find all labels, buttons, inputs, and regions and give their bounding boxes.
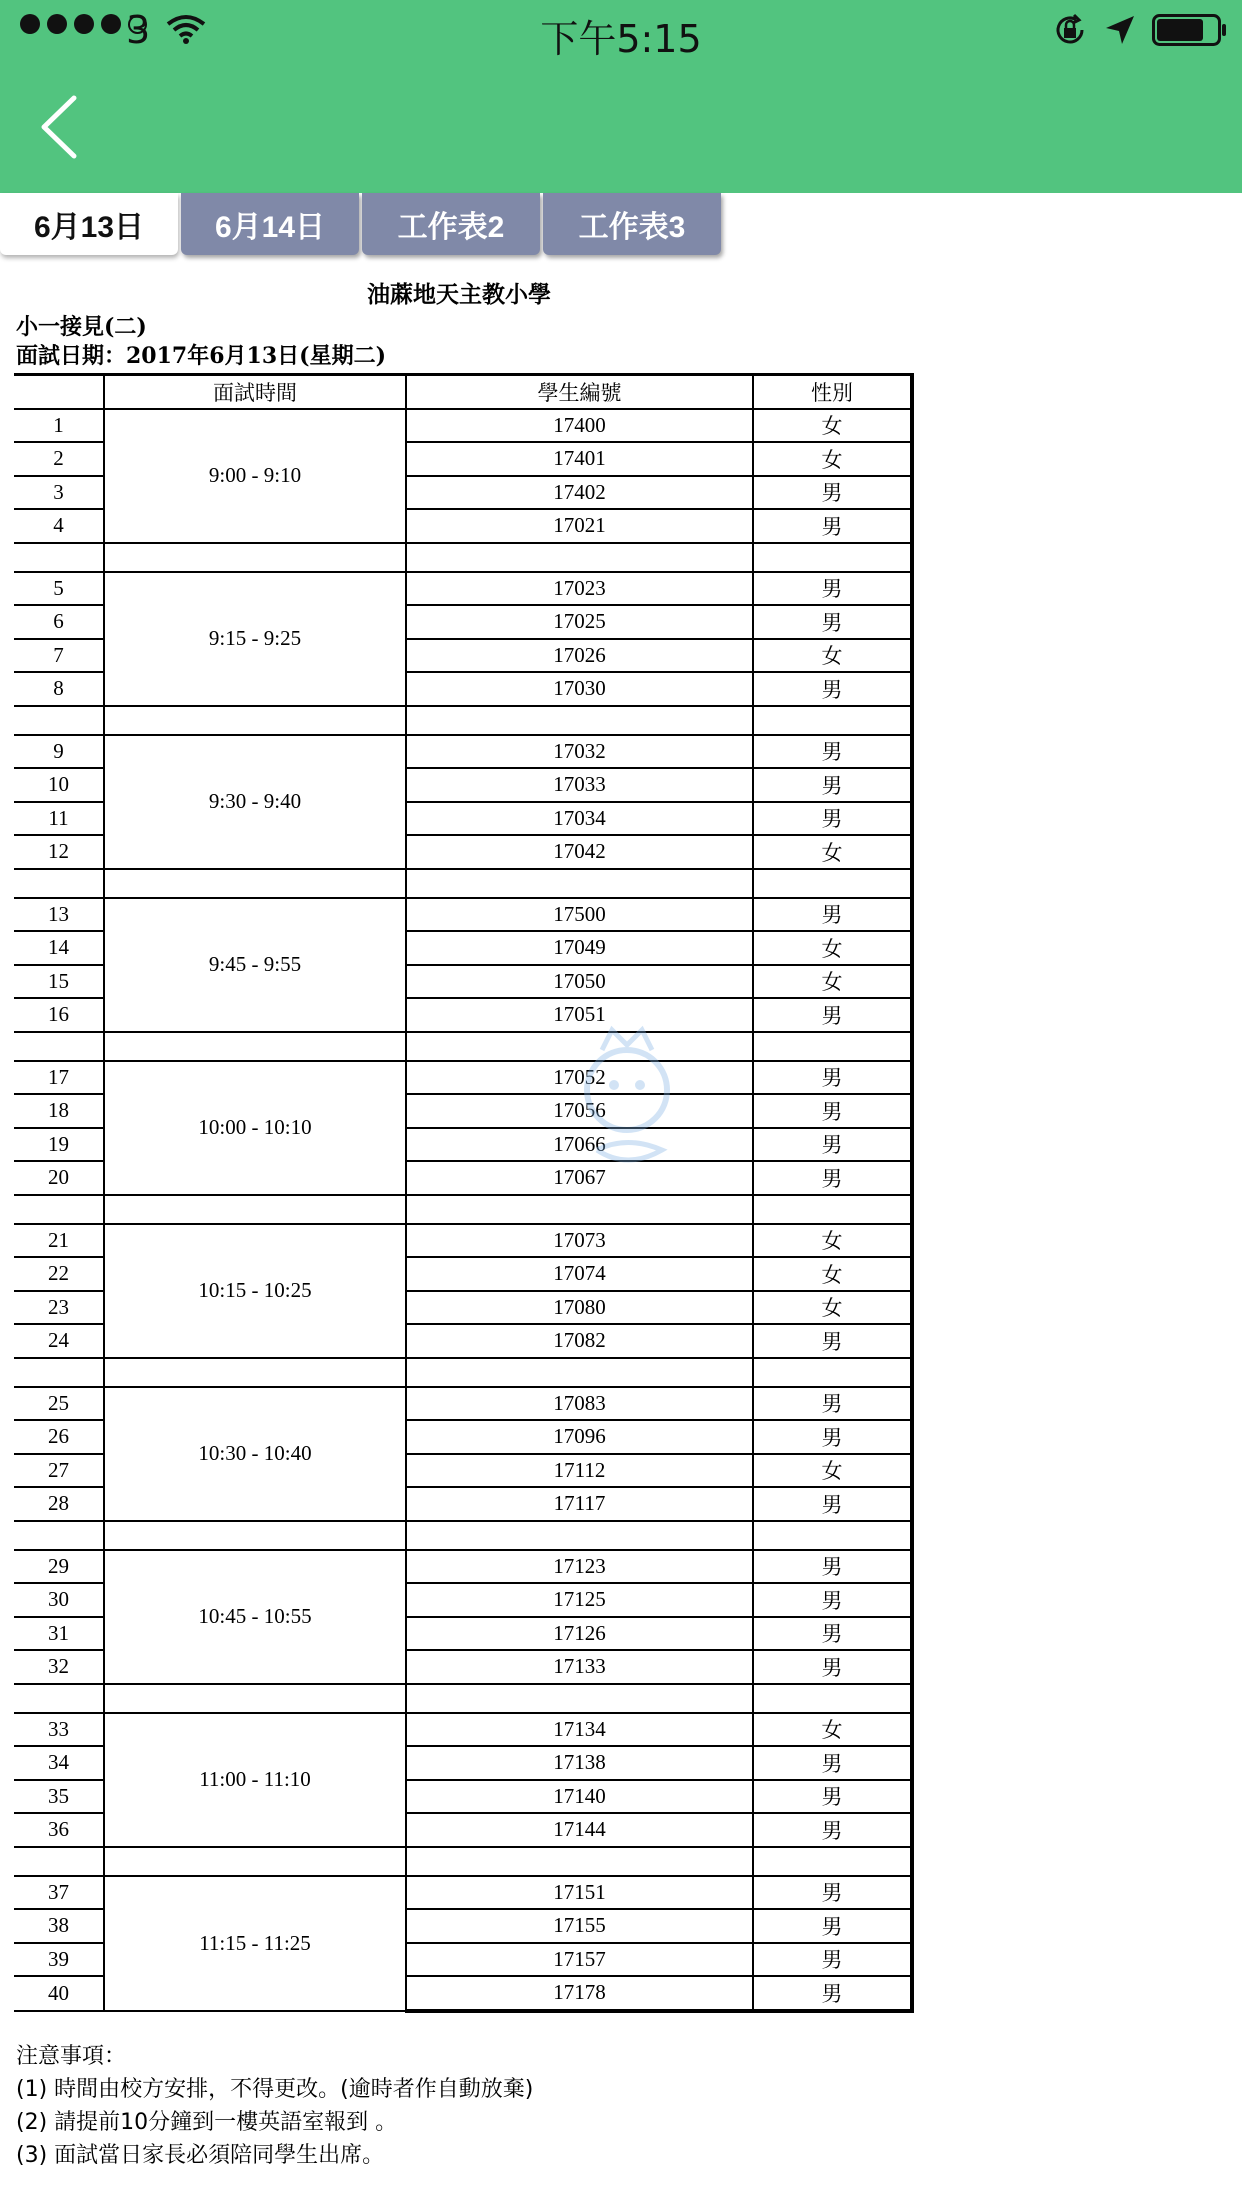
gender-cell: 男: [753, 1943, 912, 1977]
student-id-cell: 17049: [406, 931, 753, 965]
gender-cell: 男: [753, 1780, 912, 1814]
student-id-cell: 17400: [406, 409, 753, 443]
student-id-cell: 17151: [406, 1876, 753, 1910]
student-id-cell: 17126: [406, 1617, 753, 1651]
student-id-cell: 17157: [406, 1943, 753, 1977]
gender-cell: 男: [753, 1583, 912, 1617]
gender-cell: 男: [753, 1909, 912, 1943]
row-number: 16: [14, 998, 104, 1032]
student-id-cell: 17050: [406, 965, 753, 999]
student-id-cell: 17042: [406, 835, 753, 869]
gender-cell: 女: [753, 1291, 912, 1325]
student-id-cell: 17034: [406, 802, 753, 836]
spacer-cell: [753, 706, 912, 735]
row-number: 14: [14, 931, 104, 965]
row-number: 17: [14, 1061, 104, 1095]
row-number: 28: [14, 1487, 104, 1521]
spacer-cell: [14, 869, 104, 898]
spacer-cell: [406, 1521, 753, 1550]
gender-cell: 男: [753, 802, 912, 836]
interview-time-slot: 11:00 - 11:10: [104, 1713, 406, 1847]
row-number: 25: [14, 1387, 104, 1421]
watermark-logo-icon: [572, 1010, 682, 1185]
student-id-cell: 17056: [406, 1094, 753, 1128]
spacer-cell: [753, 1195, 912, 1224]
note-item: (2) 請提前10分鐘到一樓英語室報到 。: [16, 2110, 398, 2135]
spacer-cell: [406, 1684, 753, 1713]
gender-cell: 男: [753, 1550, 912, 1584]
gender-cell: 女: [753, 965, 912, 999]
row-number: 2: [14, 442, 104, 476]
spacer-cell: [104, 1521, 406, 1550]
spacer-cell: [753, 1847, 912, 1876]
spacer-cell: [753, 1521, 912, 1550]
gender-cell: 女: [753, 931, 912, 965]
table-row: [14, 409, 912, 443]
gender-cell: 男: [753, 1487, 912, 1521]
spacer-row: [14, 1358, 912, 1387]
row-number: 37: [14, 1876, 104, 1910]
header-number: [14, 375, 104, 409]
student-id-cell: 17051: [406, 998, 753, 1032]
spacer-row: [14, 1684, 912, 1713]
header-gender: 性別: [753, 375, 912, 409]
table-row: [14, 1550, 912, 1584]
student-id-cell: 17080: [406, 1291, 753, 1325]
spacer-row: [14, 543, 912, 572]
spacer-cell: [14, 1032, 104, 1061]
interview-time-slot: 10:30 - 10:40: [104, 1387, 406, 1521]
student-id-cell: 17082: [406, 1324, 753, 1358]
table-row: [14, 1061, 912, 1095]
gender-cell: 男: [753, 1976, 912, 2011]
table-row: [14, 1876, 912, 1910]
spacer-cell: [14, 1847, 104, 1876]
student-id-cell: 17123: [406, 1550, 753, 1584]
row-number: 32: [14, 1650, 104, 1684]
spacer-cell: [104, 1847, 406, 1876]
interview-date: 面試日期：2017年6月13日(星期二): [16, 343, 386, 369]
student-id-cell: 17067: [406, 1161, 753, 1195]
row-number: 18: [14, 1094, 104, 1128]
spacer-cell: [104, 869, 406, 898]
gender-cell: 男: [753, 1128, 912, 1162]
gender-cell: 男: [753, 1420, 912, 1454]
row-number: 5: [14, 572, 104, 606]
gender-cell: 男: [753, 898, 912, 932]
spacer-cell: [104, 706, 406, 735]
orientation-lock-icon: [1052, 12, 1088, 48]
gender-cell: 男: [753, 509, 912, 543]
row-number: 15: [14, 965, 104, 999]
student-id-cell: 17144: [406, 1813, 753, 1847]
note-item: (1) 時間由校方安排，不得更改。(逾時者作自動放棄): [16, 2077, 534, 2102]
gender-cell: 男: [753, 1617, 912, 1651]
spacer-cell: [406, 869, 753, 898]
row-number: 6: [14, 605, 104, 639]
student-id-cell: 17023: [406, 572, 753, 606]
row-number: 19: [14, 1128, 104, 1162]
spacer-cell: [104, 1684, 406, 1713]
row-number: 35: [14, 1780, 104, 1814]
gender-cell: 男: [753, 1387, 912, 1421]
student-id-cell: 17096: [406, 1420, 753, 1454]
interview-time-slot: 9:30 - 9:40: [104, 735, 406, 869]
student-id-cell: 17117: [406, 1487, 753, 1521]
gender-cell: 男: [753, 476, 912, 510]
row-number: 40: [14, 1976, 104, 2011]
row-number: 34: [14, 1746, 104, 1780]
row-number: 26: [14, 1420, 104, 1454]
notes-heading: 注意事項：: [16, 2044, 127, 2069]
table-row: [14, 898, 912, 932]
status-bar: [0, 0, 1242, 60]
row-number: 22: [14, 1257, 104, 1291]
gender-cell: 男: [753, 605, 912, 639]
spacer-cell: [753, 1032, 912, 1061]
table-row: [14, 1224, 912, 1258]
location-arrow-icon: [1104, 14, 1136, 46]
back-chevron-icon[interactable]: [36, 92, 84, 162]
spacer-cell: [14, 1358, 104, 1387]
spacer-cell: [14, 1684, 104, 1713]
gender-cell: 女: [753, 639, 912, 673]
row-number: 39: [14, 1943, 104, 1977]
carrier-label: 3: [126, 8, 151, 52]
table-header-row: [14, 375, 912, 409]
header-time: 面試時間: [104, 375, 406, 409]
row-number: 23: [14, 1291, 104, 1325]
row-number: 21: [14, 1224, 104, 1258]
spacer-cell: [104, 1032, 406, 1061]
spacer-cell: [753, 1358, 912, 1387]
status-time: 下午5:15: [540, 17, 702, 61]
row-number: 29: [14, 1550, 104, 1584]
spacer-cell: [406, 1358, 753, 1387]
interview-time-slot: 9:45 - 9:55: [104, 898, 406, 1032]
table-row: [14, 1713, 912, 1747]
school-title: 油蔴地天主教小學: [367, 282, 551, 308]
gender-cell: 男: [753, 768, 912, 802]
row-number: 11: [14, 802, 104, 836]
spacer-row: [14, 706, 912, 735]
interview-time-slot: 9:00 - 9:10: [104, 409, 406, 543]
student-id-cell: 17025: [406, 605, 753, 639]
student-id-cell: 17030: [406, 672, 753, 706]
row-number: 31: [14, 1617, 104, 1651]
row-number: 8: [14, 672, 104, 706]
tab-sheet-2[interactable]: 工作表2: [362, 193, 540, 255]
spacer-cell: [753, 1684, 912, 1713]
gender-cell: 女: [753, 1224, 912, 1258]
spacer-row: [14, 1521, 912, 1550]
spacer-cell: [406, 706, 753, 735]
row-number: 20: [14, 1161, 104, 1195]
gender-cell: 男: [753, 998, 912, 1032]
row-number: 9: [14, 735, 104, 769]
gender-cell: 男: [753, 1161, 912, 1195]
interview-time-slot: 10:15 - 10:25: [104, 1224, 406, 1358]
interview-time-slot: 11:15 - 11:25: [104, 1876, 406, 2011]
student-id-cell: 17178: [406, 1976, 753, 2011]
battery-icon: [1152, 14, 1228, 46]
row-number: 12: [14, 835, 104, 869]
student-id-cell: 17401: [406, 442, 753, 476]
student-id-cell: 17155: [406, 1909, 753, 1943]
gender-cell: 男: [753, 672, 912, 706]
sheet-tabs: [0, 193, 724, 259]
row-number: 3: [14, 476, 104, 510]
student-id-cell: 17500: [406, 898, 753, 932]
interview-subtitle: 小一接見(二): [16, 314, 147, 340]
student-id-cell: 17073: [406, 1224, 753, 1258]
schedule-body: [14, 409, 912, 2011]
student-id-cell: 17026: [406, 639, 753, 673]
schedule-table: [14, 373, 914, 2013]
gender-cell: 男: [753, 1650, 912, 1684]
spacer-cell: [753, 543, 912, 572]
gender-cell: 女: [753, 1454, 912, 1488]
spacer-row: [14, 1195, 912, 1224]
student-id-cell: 17074: [406, 1257, 753, 1291]
student-id-cell: 17112: [406, 1454, 753, 1488]
student-id-cell: 17125: [406, 1583, 753, 1617]
row-number: 33: [14, 1713, 104, 1747]
notes-section: [16, 2040, 533, 2172]
spacer-cell: [14, 1195, 104, 1224]
tab-sheet-3[interactable]: 工作表3: [543, 193, 721, 255]
row-number: 13: [14, 898, 104, 932]
note-item: (3) 面試當日家長必須陪同學生出席。: [16, 2143, 385, 2168]
gender-cell: 男: [753, 735, 912, 769]
spacer-cell: [406, 1195, 753, 1224]
spacer-row: [14, 869, 912, 898]
row-number: 30: [14, 1583, 104, 1617]
spacer-cell: [104, 1195, 406, 1224]
gender-cell: 男: [753, 1324, 912, 1358]
interview-time-slot: 10:45 - 10:55: [104, 1550, 406, 1684]
student-id-cell: 17083: [406, 1387, 753, 1421]
gender-cell: 女: [753, 409, 912, 443]
student-id-cell: 17133: [406, 1650, 753, 1684]
gender-cell: 男: [753, 1094, 912, 1128]
gender-cell: 女: [753, 835, 912, 869]
gender-cell: 男: [753, 1813, 912, 1847]
row-number: 36: [14, 1813, 104, 1847]
gender-cell: 女: [753, 1713, 912, 1747]
student-id-cell: 17021: [406, 509, 753, 543]
spacer-cell: [406, 1847, 753, 1876]
spacer-row: [14, 1032, 912, 1061]
spacer-cell: [104, 543, 406, 572]
row-number: 4: [14, 509, 104, 543]
student-id-cell: 17032: [406, 735, 753, 769]
student-id-cell: 17052: [406, 1061, 753, 1095]
interview-time-slot: 9:15 - 9:25: [104, 572, 406, 706]
row-number: 7: [14, 639, 104, 673]
spacer-cell: [753, 869, 912, 898]
spacer-cell: [14, 1521, 104, 1550]
tab-june-14[interactable]: 6月14日: [181, 193, 359, 255]
interview-time-slot: 10:00 - 10:10: [104, 1061, 406, 1195]
gender-cell: 女: [753, 1257, 912, 1291]
student-id-cell: 17138: [406, 1746, 753, 1780]
gender-cell: 女: [753, 442, 912, 476]
gender-cell: 男: [753, 572, 912, 606]
student-id-cell: 17134: [406, 1713, 753, 1747]
spacer-row: [14, 1847, 912, 1876]
row-number: 24: [14, 1324, 104, 1358]
gender-cell: 男: [753, 1876, 912, 1910]
gender-cell: 男: [753, 1061, 912, 1095]
spacer-cell: [406, 543, 753, 572]
row-number: 1: [14, 409, 104, 443]
spacer-cell: [104, 1358, 406, 1387]
spacer-cell: [14, 543, 104, 572]
row-number: 27: [14, 1454, 104, 1488]
tab-june-13[interactable]: 6月13日: [0, 193, 178, 255]
student-id-cell: 17402: [406, 476, 753, 510]
table-row: [14, 1387, 912, 1421]
student-id-cell: 17140: [406, 1780, 753, 1814]
header-student-id: 學生編號: [406, 375, 753, 409]
student-id-cell: 17066: [406, 1128, 753, 1162]
row-number: 10: [14, 768, 104, 802]
table-row: [14, 735, 912, 769]
gender-cell: 男: [753, 1746, 912, 1780]
row-number: 38: [14, 1909, 104, 1943]
student-id-cell: 17033: [406, 768, 753, 802]
nav-bar: [0, 0, 1242, 193]
spacer-cell: [14, 706, 104, 735]
table-row: [14, 572, 912, 606]
